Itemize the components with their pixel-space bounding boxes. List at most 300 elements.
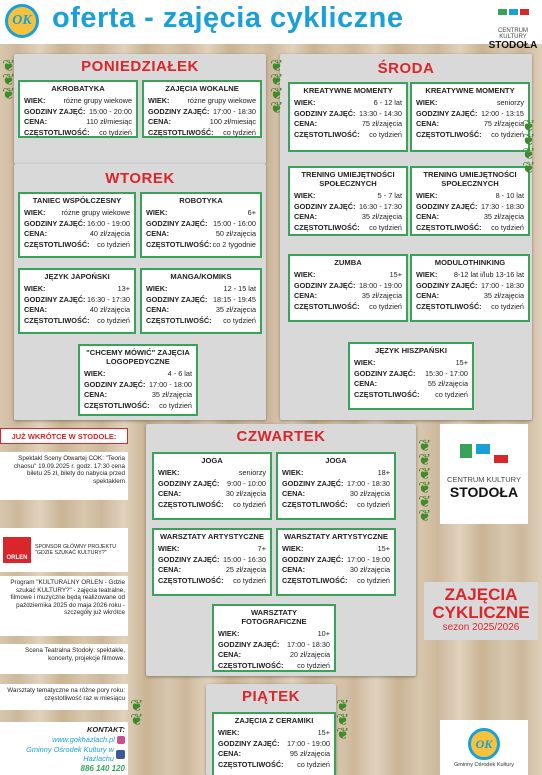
contact-heading: KONTAKT:: [86, 725, 125, 734]
field-value: 17:30 - 18:30: [480, 201, 524, 211]
class-price-row: [24, 305, 130, 316]
theatre-note: Spektakl Sceny Otwartej COK: "Teoria chaosu" 19.09.2025 r. godz. 17:30 cena biletu 25 zł, bilety do nabycia przed spektaklem: [0, 452, 128, 500]
tuesday-heading: WTOREK: [105, 170, 175, 187]
field-value: 15+: [455, 358, 468, 367]
field-label: GODZINY ZAJĘĆ:: [294, 108, 356, 118]
field-label: WIEK:: [294, 270, 316, 279]
field-label: WIEK:: [24, 208, 46, 217]
field-label: CZĘSTOTLIWOŚĆ:: [218, 660, 284, 670]
class-card-zumba: [288, 254, 408, 322]
class-freq-row: [146, 316, 256, 327]
field-value: 15:00 - 16:30: [222, 554, 266, 564]
field-value: 16:00 - 19:00: [86, 218, 130, 228]
field-label: CENA:: [282, 489, 306, 499]
class-age-row: [294, 98, 402, 109]
class-hours-row: [218, 739, 330, 750]
class-age-row: [148, 96, 256, 107]
class-card-manga: [140, 268, 262, 334]
field-value: 35 zł/zajęcia: [215, 305, 256, 315]
class-name: KREATYWNE MOMENTY: [425, 86, 515, 95]
field-value: 4 - 6 lat: [167, 369, 192, 378]
class-name: MANGA/KOMIKS: [170, 272, 232, 281]
field-value: 17:00 - 19:00: [346, 554, 390, 564]
class-name: WARSZTATY ARTYSTYCZNE: [284, 532, 388, 541]
class-price-row: [218, 749, 330, 760]
friday-heading: PIĄTEK: [241, 688, 300, 705]
class-hours-row: [294, 202, 402, 213]
field-label: CZĘSTOTLIWOŚĆ:: [24, 239, 90, 249]
website-link[interactable]: www.gokhazlach.pl: [52, 735, 115, 744]
field-label: GODZINY ZAJĘĆ:: [282, 554, 344, 564]
class-name: TRENING UMIEJĘTNOŚCI SPOŁECZNYCH: [301, 170, 395, 188]
cyclic-classes-panel: ZAJĘCIA CYKLICZNE sezon 2025/2026: [424, 582, 538, 640]
page-title: oferta - zajęcia cykliczne: [52, 2, 404, 34]
field-label: CZĘSTOTLIWOŚĆ:: [282, 499, 348, 509]
field-value: 16:30 - 17:30: [86, 294, 130, 304]
field-value: 40 zł/zajęcia: [89, 305, 130, 315]
class-name: TRENING UMIEJĘTNOŚCI SPOŁECZNYCH: [423, 170, 517, 188]
class-hours-row: [146, 219, 256, 230]
class-card-taniec: [18, 192, 136, 258]
class-age-row: [282, 468, 390, 479]
field-value: 17:00 - 18:30: [212, 106, 256, 116]
class-card-logo: [78, 344, 198, 416]
field-value: co tydzień: [159, 400, 192, 410]
ivy-decoration: ❦ ❦ ❦ ❦: [270, 58, 284, 117]
ok-logo: OK: [5, 4, 39, 38]
thursday-heading: CZWARTEK: [236, 428, 326, 445]
class-freq-row: [294, 223, 402, 234]
gok-logo-panel: OK Gminny Ośrodek Kultury: [440, 720, 528, 775]
field-value: 15+: [377, 544, 390, 553]
field-label: GODZINY ZAJĘĆ:: [146, 218, 208, 228]
class-freq-row: [24, 128, 132, 139]
field-label: CENA:: [158, 489, 182, 499]
field-value: co tydzień: [357, 499, 390, 509]
class-card-wokal: [142, 80, 262, 138]
field-label: WIEK:: [282, 544, 304, 553]
class-hours-row: [24, 107, 132, 118]
field-label: CZĘSTOTLIWOŚĆ:: [294, 301, 360, 311]
stodola-logo-panel: CENTRUM KULTURY STODOŁA: [440, 424, 528, 524]
field-label: CZĘSTOTLIWOŚĆ:: [294, 129, 360, 139]
ok-logo: OK: [468, 728, 500, 760]
field-label: WIEK:: [146, 208, 168, 217]
class-age-row: [158, 544, 266, 555]
class-age-row: [146, 208, 256, 219]
class-freq-row: [158, 500, 266, 511]
field-label: CENA:: [354, 379, 378, 389]
field-value: różne grupy wiekowe: [61, 208, 130, 217]
field-value: 17:00 - 18:30: [480, 280, 524, 290]
field-label: CENA:: [294, 212, 318, 222]
field-label: CZĘSTOTLIWOŚĆ:: [416, 129, 482, 139]
field-value: 35 zł/zajęcia: [483, 212, 524, 222]
field-label: WIEK:: [294, 191, 316, 200]
class-card-joga2: [276, 452, 396, 520]
field-value: co tydzień: [97, 239, 130, 249]
field-label: CZĘSTOTLIWOŚĆ:: [158, 575, 224, 585]
class-name: JOGA: [201, 456, 223, 465]
field-value: co tydzień: [491, 222, 524, 232]
sponsor-text: SPONSOR GŁÓWNY PROJEKTU "GDZIE SZUKAĆ KULTURY?": [35, 543, 117, 556]
workshops-note: Warsztaty tematyczne na różne pory roku: częstotliwość raz w miesiącu: [0, 684, 128, 710]
field-label: WIEK:: [84, 369, 106, 378]
field-label: GODZINY ZAJĘĆ:: [416, 108, 478, 118]
class-hours-row: [158, 555, 266, 566]
field-label: WIEK:: [416, 270, 438, 279]
field-value: co tydzień: [99, 127, 132, 137]
field-label: WIEK:: [146, 284, 168, 293]
field-value: różne grupy wiekowe: [63, 96, 132, 105]
field-label: CZĘSTOTLIWOŚĆ:: [294, 222, 360, 232]
field-value: 13:30 - 14:30: [358, 108, 402, 118]
class-price-row: [158, 489, 266, 500]
field-value: 5 - 7 lat: [377, 191, 402, 200]
field-label: CZĘSTOTLIWOŚĆ:: [282, 575, 348, 585]
class-age-row: [24, 96, 132, 107]
instagram-icon[interactable]: [117, 736, 125, 744]
ivy-decoration: ❦ ❦ ❦: [336, 698, 350, 743]
field-label: GODZINY ZAJĘĆ:: [24, 218, 86, 228]
field-value: co tydzień: [491, 301, 524, 311]
field-value: co tydzień: [357, 575, 390, 585]
field-label: GODZINY ZAJĘĆ:: [294, 280, 356, 290]
field-label: GODZINY ZAJĘĆ:: [416, 280, 478, 290]
field-label: WIEK:: [218, 728, 240, 737]
class-freq-row: [218, 760, 330, 771]
field-label: GODZINY ZAJĘĆ:: [354, 368, 416, 378]
field-value: 40 zł/zajęcia: [89, 229, 130, 239]
class-price-row: [84, 390, 192, 401]
field-label: CENA:: [416, 119, 440, 129]
field-value: 12:00 - 13:15: [480, 108, 524, 118]
class-card-robot: [140, 192, 262, 258]
class-freq-row: [146, 240, 256, 251]
field-value: co tydzień: [369, 129, 402, 139]
class-hours-row: [282, 555, 390, 566]
field-value: 12 - 15 lat: [223, 284, 256, 293]
field-value: 35 zł/zajęcia: [483, 291, 524, 301]
class-price-row: [294, 291, 402, 302]
field-label: CENA:: [282, 565, 306, 575]
class-hours-row: [294, 109, 402, 120]
class-age-row: [294, 191, 402, 202]
class-age-row: [146, 284, 256, 295]
field-label: CENA:: [24, 229, 48, 239]
class-card-ceram: [212, 712, 336, 775]
class-name: "CHCEMY MÓWIĆ" ZAJĘCIA LOGOPEDYCZNE: [86, 348, 190, 366]
class-card-japon: [18, 268, 136, 334]
field-value: 18+: [377, 468, 390, 477]
class-card-tus2: [410, 166, 530, 236]
class-hours-row: [24, 295, 130, 306]
class-hours-row: [416, 109, 524, 120]
field-label: CENA:: [24, 305, 48, 315]
class-freq-row: [416, 130, 524, 141]
field-label: WIEK:: [294, 98, 316, 107]
field-value: 6+: [247, 208, 256, 217]
field-label: CENA:: [218, 749, 242, 759]
field-label: WIEK:: [158, 544, 180, 553]
orlen-box: [0, 528, 128, 572]
field-value: 6 - 12 lat: [373, 98, 402, 107]
class-name: KREATYWNE MOMENTY: [303, 86, 393, 95]
field-value: 15:30 - 17:00: [424, 368, 468, 378]
field-value: 15+: [389, 270, 402, 279]
class-freq-row: [24, 240, 130, 251]
class-age-row: [282, 544, 390, 555]
field-label: GODZINY ZAJĘĆ:: [24, 106, 86, 116]
coming-soon-banner: JUŻ WKRÓTCE W STODOLE:: [0, 428, 128, 444]
field-label: GODZINY ZAJĘĆ:: [282, 478, 344, 488]
field-value: 15:00 - 16:00: [212, 218, 256, 228]
class-age-row: [416, 191, 524, 202]
class-price-row: [24, 117, 132, 128]
class-card-modul: [410, 254, 530, 322]
field-value: 25 zł/zajęcia: [225, 565, 266, 575]
field-value: 9:00 - 10:00: [227, 478, 266, 488]
class-price-row: [416, 212, 524, 223]
field-label: WIEK:: [148, 96, 170, 105]
class-price-row: [158, 565, 266, 576]
field-value: 50 zł/zajęcia: [215, 229, 256, 239]
class-age-row: [416, 270, 524, 281]
class-name: MODULOTHINKING: [434, 258, 506, 267]
class-price-row: [416, 291, 524, 302]
class-freq-row: [416, 302, 524, 313]
class-hours-row: [158, 479, 266, 490]
phone-number[interactable]: 886 140 120: [80, 764, 125, 773]
class-freq-row: [282, 500, 390, 511]
field-value: co tydzień: [233, 499, 266, 509]
field-value: co tydzień: [491, 129, 524, 139]
field-label: CENA:: [218, 650, 242, 660]
field-value: co tydzień: [223, 127, 256, 137]
field-label: CENA:: [294, 119, 318, 129]
field-label: CZĘSTOTLIWOŚĆ:: [416, 222, 482, 232]
field-label: CZĘSTOTLIWOŚĆ:: [24, 315, 90, 325]
field-value: seniorzy: [496, 98, 524, 107]
field-value: co tydzień: [97, 315, 130, 325]
field-label: CZĘSTOTLIWOŚĆ:: [354, 389, 420, 399]
class-name: WARSZTATY ARTYSTYCZNE: [160, 532, 264, 541]
header: [0, 0, 542, 51]
class-price-row: [146, 229, 256, 240]
field-label: CENA:: [146, 305, 170, 315]
field-value: 13+: [117, 284, 130, 293]
class-age-row: [24, 208, 130, 219]
field-label: CZĘSTOTLIWOŚĆ:: [158, 499, 224, 509]
class-hours-row: [146, 295, 256, 306]
class-freq-row: [294, 130, 402, 141]
field-value: 16:30 - 17:30: [358, 201, 402, 211]
class-freq-row: [84, 401, 192, 412]
class-price-row: [294, 119, 402, 130]
field-label: GODZINY ZAJĘĆ:: [294, 201, 356, 211]
field-label: GODZINY ZAJĘĆ:: [158, 554, 220, 564]
field-value: 110 zł/miesiąc: [86, 117, 132, 127]
class-card-joga1: [152, 452, 272, 520]
class-name: ZAJĘCIA WOKALNE: [165, 84, 239, 93]
field-value: 8-12 lat i/lub 13-16 lat: [453, 270, 524, 279]
class-age-row: [416, 98, 524, 109]
ivy-decoration: ❦ ❦ ❦ ❦: [522, 118, 536, 177]
class-name: ZUMBA: [334, 258, 362, 267]
orlen-logo: ORLEN: [3, 537, 31, 563]
field-label: WIEK:: [24, 96, 46, 105]
gok-link[interactable]: Gminny Ośrodek Kultury w Hażlachu: [26, 745, 114, 763]
class-card-foto: [212, 604, 336, 672]
field-label: GODZINY ZAJĘĆ:: [158, 478, 220, 488]
field-value: 30 zł/zajęcia: [349, 565, 390, 575]
class-card-kreat2: [410, 82, 530, 152]
class-hours-row: [416, 202, 524, 213]
class-name: JĘZYK HISZPAŃSKI: [374, 346, 447, 355]
field-value: 95 zł/zajęcia: [289, 749, 330, 759]
class-card-hiszp: [348, 342, 474, 410]
field-label: WIEK:: [416, 98, 438, 107]
class-name: ROBOTYKA: [179, 196, 223, 205]
field-label: GODZINY ZAJĘĆ:: [218, 639, 280, 649]
field-value: co tydzień: [435, 389, 468, 399]
field-label: WIEK:: [24, 284, 46, 293]
ivy-decoration: ❦ ❦ ❦ ❦ ❦ ❦: [418, 438, 432, 525]
class-card-kreat1: [288, 82, 408, 152]
class-price-row: [294, 212, 402, 223]
class-name: AKROBATYKA: [51, 84, 105, 93]
field-label: WIEK:: [416, 191, 438, 200]
class-price-row: [148, 117, 256, 128]
field-label: GODZINY ZAJĘĆ:: [84, 379, 146, 389]
field-value: 18:00 - 19:00: [358, 280, 402, 290]
field-label: CZĘSTOTLIWOŚĆ:: [148, 127, 214, 137]
field-label: CZĘSTOTLIWOŚĆ:: [84, 400, 150, 410]
class-price-row: [218, 650, 330, 661]
program-note: Program "KULTURALNY ORLEN - Gdzie szukać KULTURY?" - zajęcia teatralne, filmowe i muzyczne będą realizowane od października 2025 do maja 2026 roku - szczegóły już wkrótce: [0, 576, 128, 636]
class-age-row: [218, 728, 330, 739]
class-freq-row: [294, 302, 402, 313]
class-freq-row: [282, 576, 390, 587]
class-age-row: [218, 629, 330, 640]
field-label: CZĘSTOTLIWOŚĆ:: [24, 127, 90, 137]
class-hours-row: [84, 380, 192, 391]
class-card-tus1: [288, 166, 408, 236]
field-label: CZĘSTOTLIWOŚĆ:: [218, 759, 284, 769]
class-hours-row: [148, 107, 256, 118]
field-value: 35 zł/zajęcia: [361, 212, 402, 222]
stage-note: Scena Teatralna Stodoły: spektakle, koncerty, projekcje filmowe.: [0, 644, 128, 674]
class-hours-row: [354, 369, 468, 380]
class-price-row: [416, 119, 524, 130]
class-card-wa1: [152, 528, 272, 596]
field-value: co tydzień: [297, 759, 330, 769]
facebook-icon[interactable]: [116, 750, 125, 759]
class-freq-row: [24, 316, 130, 327]
class-name: JOGA: [325, 456, 347, 465]
class-price-row: [146, 305, 256, 316]
field-label: GODZINY ZAJĘĆ:: [416, 201, 478, 211]
field-value: 17:00 - 18:00: [148, 379, 192, 389]
class-freq-row: [218, 661, 330, 672]
field-label: WIEK:: [282, 468, 304, 477]
field-label: GODZINY ZAJĘĆ:: [146, 294, 208, 304]
field-label: WIEK:: [158, 468, 180, 477]
field-value: 30 zł/zajęcia: [349, 489, 390, 499]
field-value: 55 zł/zajęcia: [427, 379, 468, 389]
field-value: 17:00 - 18:30: [286, 639, 330, 649]
field-value: 18:15 - 19:45: [212, 294, 256, 304]
class-price-row: [24, 229, 130, 240]
class-hours-row: [282, 479, 390, 490]
field-label: CENA:: [24, 117, 48, 127]
class-age-row: [24, 284, 130, 295]
field-label: GODZINY ZAJĘĆ:: [218, 738, 280, 748]
field-value: różne grupy wiekowe: [187, 96, 256, 105]
class-price-row: [282, 489, 390, 500]
field-label: CENA:: [416, 291, 440, 301]
field-value: 15:00 - 20:00: [88, 106, 132, 116]
field-value: co tydzień: [369, 301, 402, 311]
class-hours-row: [24, 219, 130, 230]
class-card-wa2: [276, 528, 396, 596]
field-label: CENA:: [294, 291, 318, 301]
class-card-akro: [18, 80, 138, 138]
monday-heading: PONIEDZIAŁEK: [81, 58, 199, 75]
class-age-row: [84, 369, 192, 380]
field-label: GODZINY ZAJĘĆ:: [148, 106, 210, 116]
field-value: 100 zł/miesiąc: [209, 117, 256, 127]
field-value: co tydzień: [297, 660, 330, 670]
class-freq-row: [158, 576, 266, 587]
class-price-row: [282, 565, 390, 576]
field-value: co tydzień: [233, 575, 266, 585]
field-value: 15+: [317, 728, 330, 737]
field-label: CENA:: [84, 390, 108, 400]
class-freq-row: [416, 223, 524, 234]
field-label: WIEK:: [218, 629, 240, 638]
field-label: CENA:: [416, 212, 440, 222]
field-value: co tydzień: [223, 315, 256, 325]
field-label: CZĘSTOTLIWOŚĆ:: [416, 301, 482, 311]
field-value: seniorzy: [238, 468, 266, 477]
field-label: WIEK:: [354, 358, 376, 367]
class-name: ZAJĘCIA Z CERAMIKI: [234, 716, 314, 725]
wednesday-heading: ŚRODA: [377, 60, 435, 77]
class-age-row: [354, 358, 468, 369]
field-value: 17:00 - 19:00: [286, 738, 330, 748]
class-age-row: [294, 270, 402, 281]
field-value: 20 zł/zajęcia: [289, 650, 330, 660]
field-value: 8 - 10 lat: [495, 191, 524, 200]
field-value: 10+: [317, 629, 330, 638]
field-label: CENA:: [148, 117, 172, 127]
field-value: 35 zł/zajęcia: [151, 390, 192, 400]
class-name: JĘZYK JAPOŃSKI: [44, 272, 110, 281]
class-hours-row: [218, 640, 330, 651]
field-value: 30 zł/zajęcia: [225, 489, 266, 499]
contact-box: [0, 722, 128, 775]
field-label: CZĘSTOTLIWOŚĆ:: [146, 315, 212, 325]
field-label: CENA:: [146, 229, 170, 239]
field-label: GODZINY ZAJĘĆ:: [24, 294, 86, 304]
field-value: 7+: [257, 544, 266, 553]
field-label: CENA:: [158, 565, 182, 575]
field-value: co 2 tygodnie: [212, 239, 256, 249]
field-value: 17:00 - 18:30: [346, 478, 390, 488]
class-name: TANIEC WSPÓŁCZESNY: [32, 196, 122, 205]
class-price-row: [354, 379, 468, 390]
